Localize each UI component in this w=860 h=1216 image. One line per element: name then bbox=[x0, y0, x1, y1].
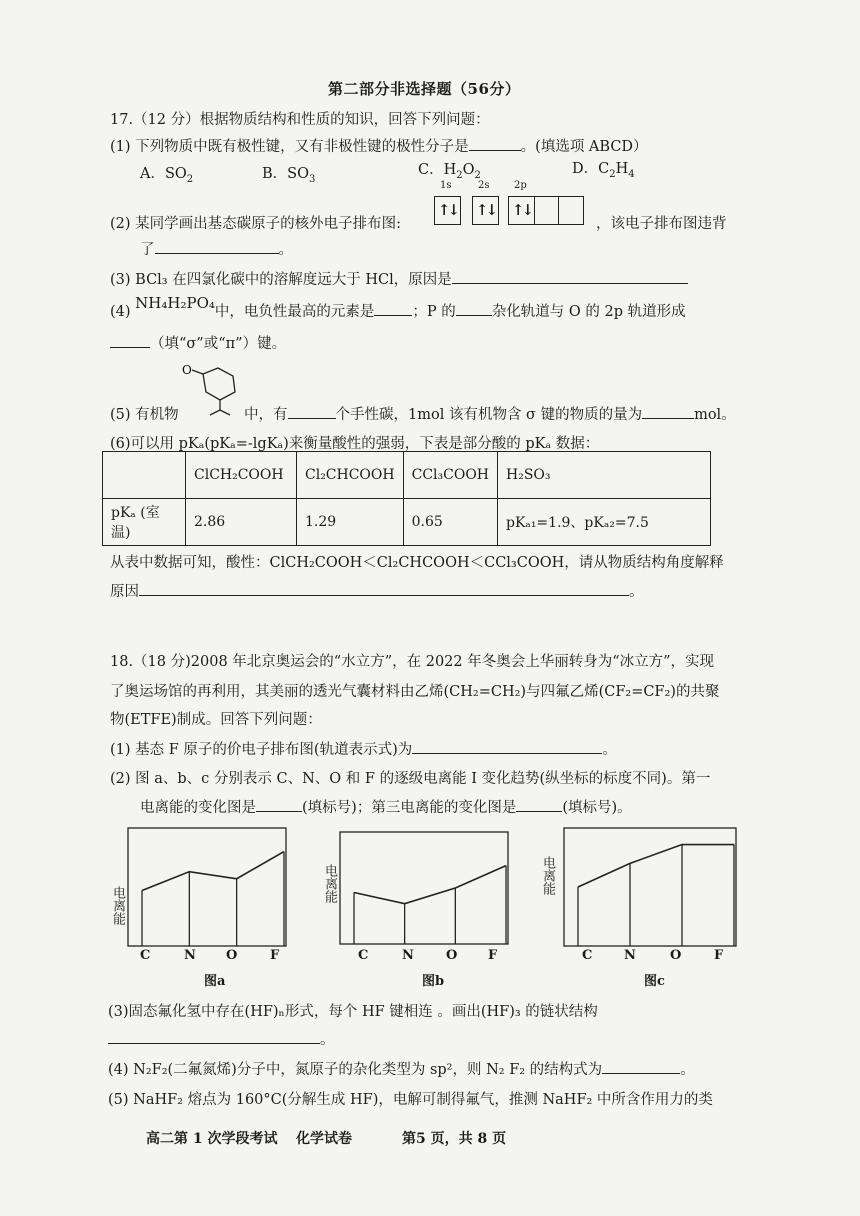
q18-s3-answer-blank[interactable] bbox=[108, 1029, 320, 1044]
chart-a bbox=[108, 826, 288, 996]
chart-a-ylabel: 电离能 bbox=[110, 886, 125, 925]
q18-intro-line1: 18.（18 分)2008 年北京奥运会的“水立方”，在 2022 年冬奥会上华丽转身为“冰立方”，实现 bbox=[110, 654, 715, 670]
q17-option-c: C．$H_2O_2$ bbox=[418, 162, 481, 181]
chart-b-svg bbox=[320, 830, 510, 956]
q17-s6-after: 从表中数据可知，酸性：ClCH₂COOH＜Cl₂CHCOOH＜CCl₃COOH，请从物质结构角度解释 bbox=[110, 555, 724, 571]
chart-b-ylabel: 电离能 bbox=[322, 864, 337, 903]
q17-s3-answer-blank[interactable] bbox=[452, 269, 688, 284]
q17-s6-text: (6)可以用 pKₐ(pKₐ=-lgKₐ)来衡量酸性的强弱，下表是部分酸的 pKₐ 数据： bbox=[110, 436, 600, 452]
orbital-box-2s: ↑↓ bbox=[472, 196, 499, 225]
chart-c bbox=[538, 826, 738, 996]
q18-s2-blank-1[interactable] bbox=[256, 797, 302, 812]
orbital-box-2p-1: ↑↓ bbox=[508, 196, 535, 225]
q18-s3-line2: 。 bbox=[108, 1028, 335, 1049]
q18-s2-blank-2[interactable] bbox=[516, 797, 562, 812]
q17-s2-tail: ，该电子排布图违背 bbox=[596, 216, 727, 232]
chart-c-tick-0: C bbox=[582, 948, 593, 963]
chart-b-tick-0: C bbox=[358, 948, 369, 963]
q17-option-b: B．$SO_3$ bbox=[262, 166, 316, 185]
q18-s2-line2: 电离能的变化图是 (填标号)；第三电离能的变化图是 (填标号)。 bbox=[140, 796, 632, 817]
chart-c-tick-3: F bbox=[714, 948, 724, 963]
q17-intro: 17.（12 分）根据物质结构和性质的知识，回答下列问题： bbox=[110, 112, 490, 128]
q17-s2-line2: 了 。 bbox=[140, 238, 293, 259]
q17-s4-blank-3[interactable] bbox=[110, 333, 150, 348]
q18-intro-line2: 了奥运场馆的再利用，其美丽的透光气囊材料由乙烯(CH₂=CH₂)与四氟乙烯(CF₂=CF₂)的共聚 bbox=[110, 684, 720, 700]
pka-header-3: CCl₃COOH bbox=[403, 452, 497, 499]
chart-a-tick-1: N bbox=[184, 948, 196, 963]
chart-c-caption: 图c bbox=[644, 974, 665, 989]
orbital-box-1s: ↑↓ bbox=[434, 196, 461, 225]
footer-subject: 化学试卷 bbox=[296, 1131, 352, 1147]
organic-molecule-structure bbox=[178, 360, 248, 416]
chart-a-caption: 图a bbox=[204, 974, 226, 989]
q17-s1-text: (1) 下列物质中既有极性键，又有非极性键的极性分子是 bbox=[110, 139, 469, 155]
q18-s3-text: (3)固态氟化氢中存在(HF)ₙ形式，每个 HF 键相连 。画出(HF)₃ 的链状结构 bbox=[108, 1004, 598, 1020]
chart-b-series-line bbox=[354, 866, 506, 904]
footer-exam-name: 高二第 1 次学段考试 bbox=[146, 1131, 278, 1147]
chart-a-tick-2: O bbox=[226, 948, 238, 963]
chart-b-tick-2: O bbox=[446, 948, 458, 963]
q18-s4-answer-blank[interactable] bbox=[602, 1059, 680, 1074]
q17-s4-blank-1[interactable] bbox=[374, 301, 412, 316]
orbital-label-2p: 2p bbox=[514, 180, 527, 191]
q17-s5-blank-1[interactable] bbox=[288, 404, 336, 419]
pka-table-header-row bbox=[103, 452, 711, 499]
orbital-diagram bbox=[434, 180, 584, 224]
chart-b-caption: 图b bbox=[422, 974, 445, 989]
q17-s4: (4) NH₄H₂PO₄中，电负性最高的元素是 ；P 的 杂化轨道与 O 的 2p 轨道形成 bbox=[110, 294, 686, 320]
q17-s6-reason: 原因 。 bbox=[110, 580, 644, 601]
orbital-label-2s: 2s bbox=[478, 180, 490, 191]
chart-c-tick-2: O bbox=[670, 948, 682, 963]
q18-s1: (1) 基态 F 原子的价电子排布图(轨道表示式)为 。 bbox=[110, 738, 617, 759]
pka-value-1: 2.86 bbox=[186, 499, 297, 546]
q17-s4-line2: （填“σ”或“π”）键。 bbox=[110, 332, 286, 353]
pka-header-4: H₂SO₃ bbox=[498, 452, 711, 499]
pka-header-2: Cl₂CHCOOH bbox=[297, 452, 404, 499]
pka-value-4: pKₐ₁=1.9、pKₐ₂=7.5 bbox=[498, 499, 711, 546]
q18-intro-line3: 物(ETFE)制成。回答下列问题： bbox=[110, 712, 322, 728]
chart-a-series-line bbox=[142, 852, 284, 891]
chart-b-tick-3: F bbox=[488, 948, 498, 963]
q17-s1-tail: 。(填选项 ABCD） bbox=[520, 139, 648, 155]
orbital-label-1s: 1s bbox=[440, 180, 452, 191]
q17-s4-formula: NH₄H₂PO₄ bbox=[135, 294, 215, 312]
part-title: 第二部分非选择题（56分） bbox=[328, 80, 521, 98]
q17-s5-text: (5) 有机物 bbox=[110, 407, 179, 423]
q17-s5-blank-2[interactable] bbox=[642, 404, 694, 419]
pka-table bbox=[102, 451, 711, 546]
q17-s1 bbox=[110, 135, 648, 156]
chart-a-tick-0: C bbox=[140, 948, 151, 963]
chart-b-tick-1: N bbox=[402, 948, 414, 963]
chart-b-frame bbox=[340, 832, 508, 944]
q17-s5: 中，有 个手性碳，1mol 该有机物含 σ 键的物质的量为 mol。 bbox=[244, 403, 736, 424]
q17-s3 bbox=[110, 268, 688, 289]
q17-s4-blank-2[interactable] bbox=[456, 301, 492, 316]
svg-text:O: O bbox=[182, 363, 192, 377]
q17-s1-answer-blank[interactable] bbox=[469, 136, 521, 151]
chart-c-ylabel: 电离能 bbox=[540, 856, 555, 895]
pka-row-label: pKₐ (室温) bbox=[103, 499, 186, 546]
chart-b bbox=[320, 830, 510, 996]
chart-c-svg bbox=[538, 826, 738, 956]
q18-s5-text: (5) NaHF₂ 熔点为 160°C(分解生成 HF)，电解可制得氟气，推测 NaHF₂ 中所含作用力的类 bbox=[108, 1092, 713, 1108]
pka-table-value-row bbox=[103, 499, 711, 546]
chart-a-tick-3: F bbox=[270, 948, 280, 963]
q18-s4: (4) N₂F₂(二氟氮烯)分子中，氮原子的杂化类型为 sp²，则 N₂ F₂ 的结构式为 。 bbox=[108, 1058, 695, 1079]
q17-s3-text: (3) BCl₃ 在四氯化碳中的溶解度远大于 HCl，原因是 bbox=[110, 272, 452, 288]
chart-c-tick-1: N bbox=[624, 948, 636, 963]
chart-c-series-line bbox=[578, 845, 734, 887]
q18-s2-line1: (2) 图 a、b、c 分别表示 C、N、O 和 F 的逐级电离能 I 变化趋势(纵坐标的标度不同)。第一 bbox=[110, 771, 711, 787]
footer-page-number: 第5 页，共 8 页 bbox=[402, 1131, 507, 1147]
q17-s2-answer-blank[interactable] bbox=[155, 239, 279, 254]
q17-s2-text: (2) 某同学画出基态碳原子的核外电子排布图: bbox=[110, 216, 402, 232]
q17-s6-answer-blank[interactable] bbox=[139, 581, 629, 596]
q18-s1-answer-blank[interactable] bbox=[412, 739, 602, 754]
orbital-box-2p-3 bbox=[558, 196, 584, 225]
pka-value-3: 0.65 bbox=[403, 499, 497, 546]
orbital-box-2p-2 bbox=[533, 196, 559, 225]
q17-option-a: A．$SO_2$ bbox=[140, 166, 194, 185]
chart-a-svg bbox=[108, 826, 288, 956]
q17-option-d: D．$C_2H_4$ bbox=[572, 161, 635, 180]
pka-value-2: 1.29 bbox=[297, 499, 404, 546]
chart-c-frame bbox=[564, 828, 736, 946]
pka-header-1: ClCH₂COOH bbox=[186, 452, 297, 499]
